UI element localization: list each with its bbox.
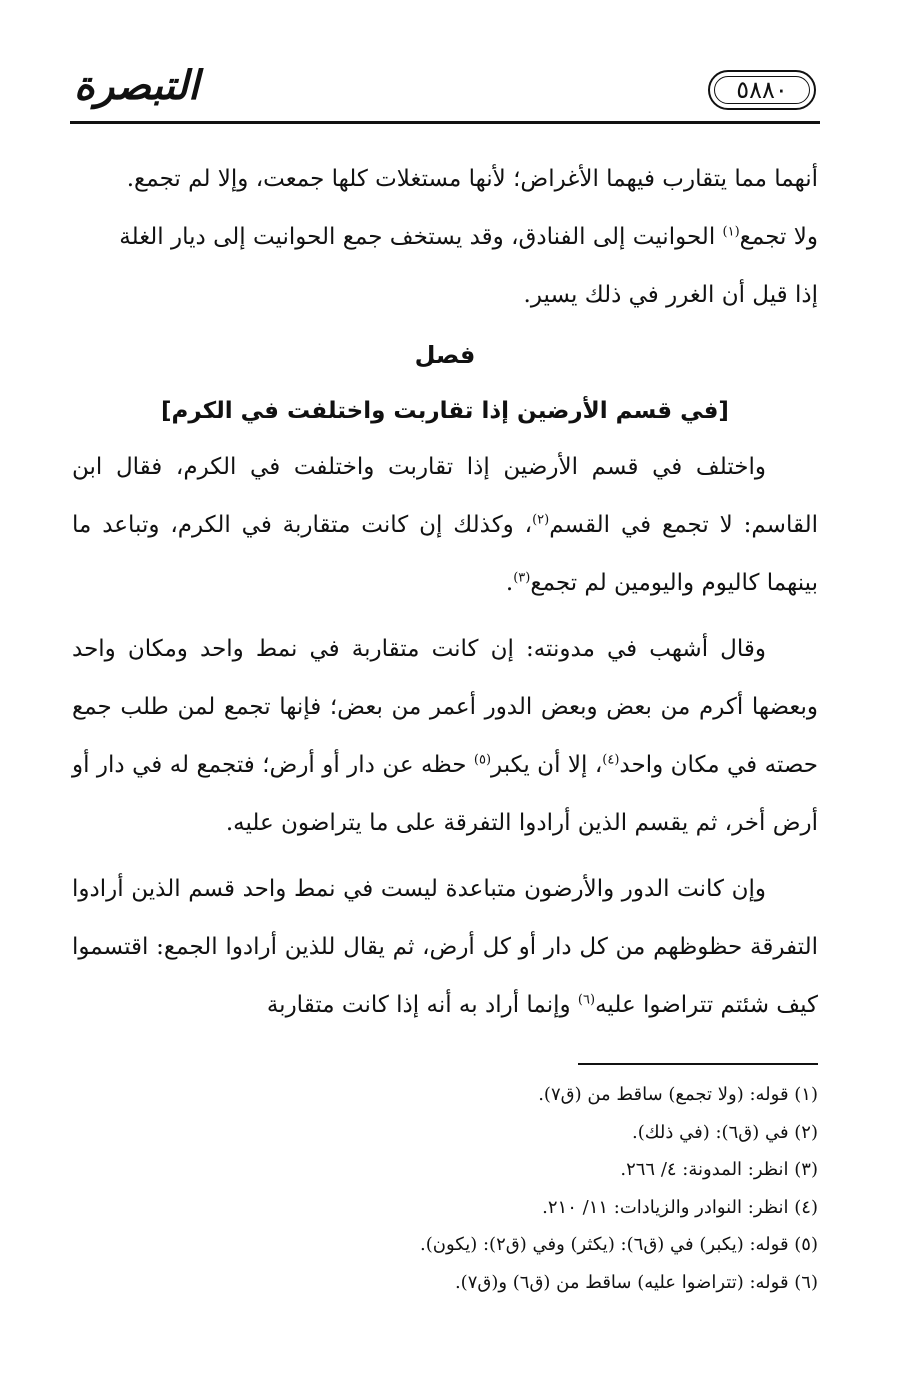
page-header xyxy=(70,58,820,124)
text-run: وإن كانت الدور والأرضون متباعدة ليست في نمط واحد قسم الذين أرادوا التفرقة حظوظهم من كل دار أو كل أرض، ثم يقال للذين أرادوا الجمع: اقتسموا كيف شئتم تتراضوا عليه xyxy=(72,876,818,1018)
paragraph-3 xyxy=(72,620,818,852)
footnotes xyxy=(72,1076,818,1301)
paragraph-1-line-2 xyxy=(72,208,818,266)
paragraph-2 xyxy=(72,438,818,612)
footnote-2: (٢) في (ق٦): (في ذلك). xyxy=(631,1121,818,1143)
text-run: . xyxy=(505,570,514,596)
text-run: حظه عن دار أو أرض؛ فتجمع له في دار أو أرض أخر، ثم يقسم الذين أرادوا التفرقة على ما يتراضون عليه. xyxy=(72,752,818,836)
text-run: وإنما أراد به أنه إذا كانت متقاربة xyxy=(266,992,578,1018)
footnote-ref-2[interactable]: (٢) xyxy=(532,512,550,528)
footnote-ref-6[interactable]: (٦) xyxy=(577,992,596,1008)
footnote-ref-3[interactable]: (٣) xyxy=(513,570,531,586)
text-run: وقال أشهب في مدونته: إن كانت متقاربة في نمط واحد ومكان واحد وبعضها أكرم من بعض وبعض الدور أعمر من بعض؛ فإنها تجمع لمن طلب جمع حصته في مكان واحد xyxy=(72,636,819,778)
footnote-ref-1[interactable]: (١) xyxy=(722,224,740,240)
section-title: [في قسم الأرضين إذا تقاربت واختلفت في الكرم] xyxy=(161,398,729,424)
main-text xyxy=(72,150,818,1034)
text-run: ، وكذلك إن كانت متقاربة في الكرم، وتباعد ما بينهما كاليوم واليومين لم تجمع xyxy=(72,512,818,596)
footnote-ref-5[interactable]: (٥) xyxy=(473,752,492,768)
paragraph-1-line-1: أنهما مما يتقارب فيهما الأغراض؛ لأنها مستغلات كلها جمعت، وإلا لم تجمع. xyxy=(126,166,818,192)
section-label: فصل xyxy=(414,341,476,369)
text-run: ، إلا أن يكبر xyxy=(491,752,603,778)
footnote-4: (٤) انظر: النوادر والزيادات: ١١/ ٢١٠. xyxy=(542,1196,818,1218)
book-title: التبصرة xyxy=(74,62,200,109)
footnote-5: (٥) قوله: (يكبر) في (ق٦): (يكثر) وفي (ق٢): (يكون). xyxy=(420,1234,818,1255)
footnote-separator xyxy=(578,1063,818,1065)
text-run: الحوانيت إلى الفنادق، وقد يستخف جمع الحوانيت إلى ديار الغلة xyxy=(119,224,723,250)
paragraph-1-line-3: إذا قيل أن الغرر في ذلك يسير. xyxy=(523,282,818,308)
text-run: واختلف في قسم الأرضين إذا تقاربت واختلفت في الكرم، فقال ابن القاسم: لا تجمع في القسم xyxy=(72,454,818,538)
page-number: ٥٨٨٠ xyxy=(736,76,788,104)
footnote-ref-4[interactable]: (٤) xyxy=(602,752,620,768)
header-rule xyxy=(70,121,820,124)
paragraph-4 xyxy=(72,860,818,1034)
footnote-1: (١) قوله: (ولا تجمع) ساقط من (ق٧). xyxy=(538,1084,818,1105)
footnote-6: (٦) قوله: (تتراضوا عليه) ساقط من (ق٦) و(ق٧). xyxy=(454,1271,818,1293)
page-number-badge xyxy=(708,70,816,110)
footnote-3: (٣) انظر: المدونة: ٤/ ٢٦٦. xyxy=(620,1159,818,1180)
text-run: ولا تجمع xyxy=(739,224,818,250)
